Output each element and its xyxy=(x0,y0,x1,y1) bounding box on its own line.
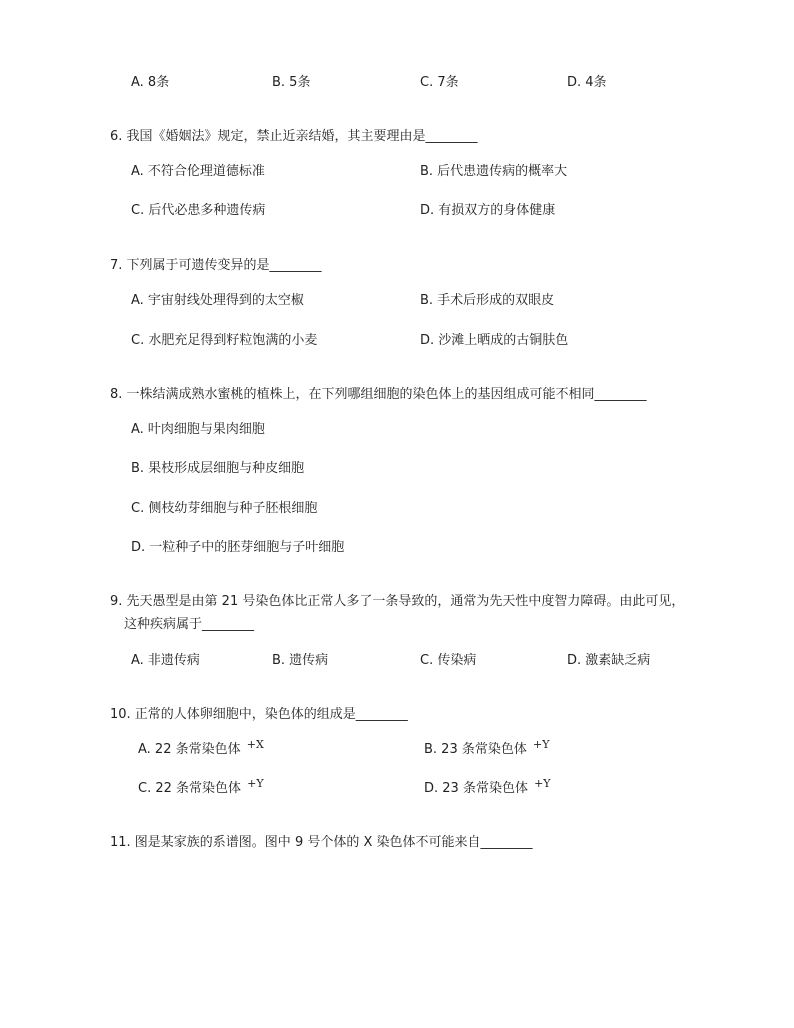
q10-option-d xyxy=(424,777,551,798)
q6-stem: 6. 我国《婚姻法》规定，禁止近亲结婚，其主要理由是________ xyxy=(110,129,478,144)
q8-option-d: D. 一粒种子中的胚芽细胞与子叶细胞 xyxy=(131,540,345,555)
q8-stem: 8. 一株结满成熟水蜜桃的植株上，在下列哪组细胞的染色体上的基因组成可能不相同________ xyxy=(110,387,647,402)
q9-option-a: A. 非遗传病 xyxy=(131,653,200,668)
q7-option-d: D. 沙滩上晒成的古铜肤色 xyxy=(420,333,569,348)
q5-option-c: C. 7条 xyxy=(420,75,459,90)
q10-option-c-sup: +Y xyxy=(247,777,264,790)
q10-option-b xyxy=(424,738,550,759)
q10-option-a-sup: +X xyxy=(246,738,264,751)
q6-option-c: C. 后代必患多种遗传病 xyxy=(131,203,266,218)
q9-option-b: B. 遗传病 xyxy=(272,653,329,668)
q11-stem: 11. 图是某家族的系谱图。图中 9 号个体的 X 染色体不可能来自________ xyxy=(110,835,533,850)
q10-option-c-label: C. 22 条常染色体 xyxy=(138,781,246,796)
q6-option-b: B. 后代患遗传病的概率大 xyxy=(420,164,568,179)
q5-option-b: B. 5条 xyxy=(272,75,311,90)
q10-option-b-sup: +Y xyxy=(533,738,550,751)
q9-stem-line2: 这种疾病属于________ xyxy=(124,617,255,632)
q5-option-d: D. 4条 xyxy=(567,75,607,90)
q7-stem: 7. 下列属于可遗传变异的是________ xyxy=(110,258,322,273)
q7-option-b: B. 手术后形成的双眼皮 xyxy=(420,293,555,308)
q10-stem: 10. 正常的人体卵细胞中，染色体的组成是________ xyxy=(110,707,408,722)
q5-option-a: A. 8条 xyxy=(131,75,170,90)
q7-option-a: A. 宇宙射线处理得到的太空椒 xyxy=(131,293,304,308)
q10-option-d-sup: +Y xyxy=(534,777,551,790)
q10-option-b-label: B. 23 条常染色体 xyxy=(424,742,531,757)
q8-option-b: B. 果枝形成层细胞与种皮细胞 xyxy=(131,461,305,476)
q9-option-d: D. 激素缺乏病 xyxy=(567,653,651,668)
q7-option-c: C. 水肥充足得到籽粒饱满的小麦 xyxy=(131,333,318,348)
q10-option-c xyxy=(138,777,264,798)
q9-option-c: C. 传染病 xyxy=(420,653,477,668)
q10-option-d-label: D. 23 条常染色体 xyxy=(424,781,533,796)
q8-option-a: A. 叶肉细胞与果肉细胞 xyxy=(131,422,265,437)
q8-option-c: C. 侧枝幼芽细胞与种子胚根细胞 xyxy=(131,501,318,516)
q10-option-a xyxy=(138,738,264,759)
q6-option-d: D. 有损双方的身体健康 xyxy=(420,203,556,218)
q9-stem-line1: 9. 先天愚型是由第 21 号染色体比正常人多了一条导致的，通常为先天性中度智力障碍。由此可见， xyxy=(110,594,685,609)
q10-option-a-label: A. 22 条常染色体 xyxy=(138,742,245,757)
q6-option-a: A. 不符合伦理道德标准 xyxy=(131,164,265,179)
